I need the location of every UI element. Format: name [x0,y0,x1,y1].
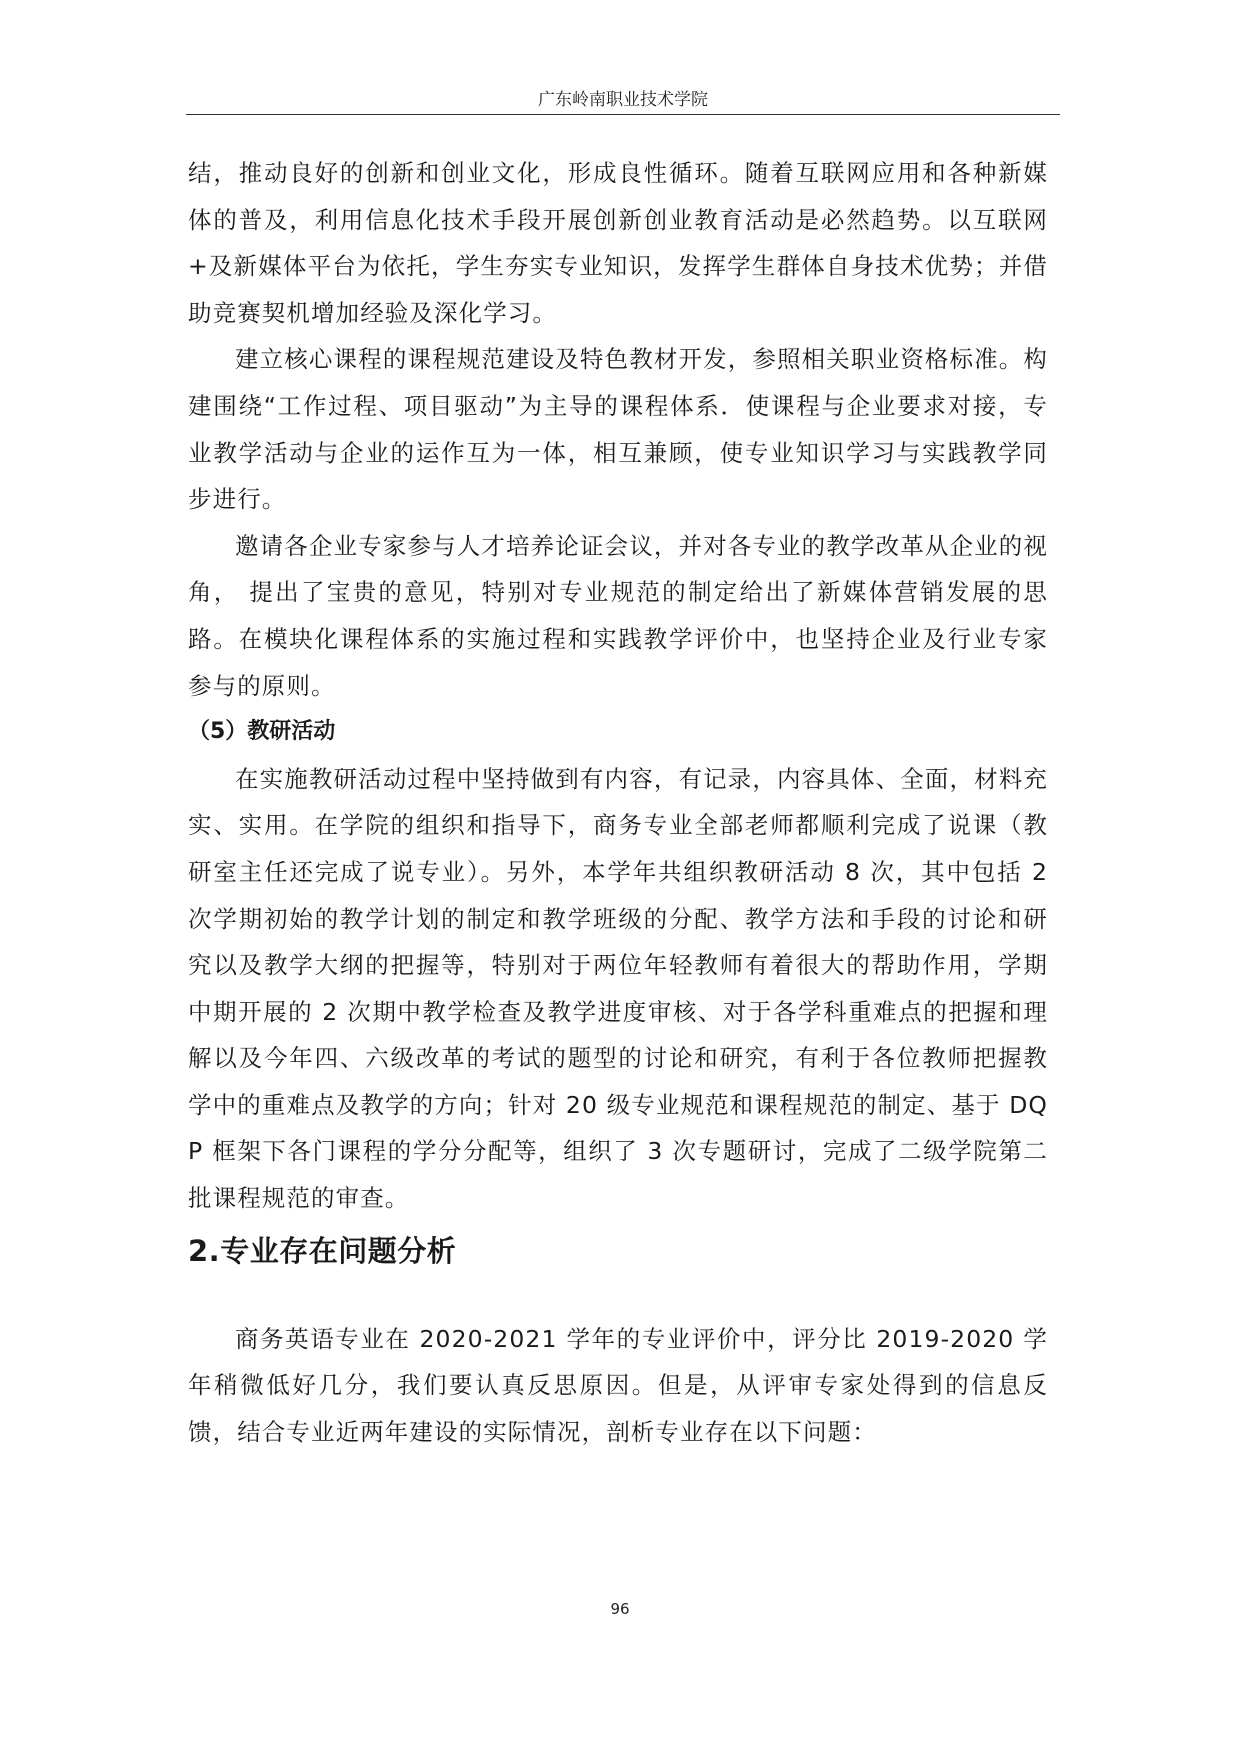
header-divider [186,114,1060,115]
paragraph-core-courses: 建立核心课程的课程规范建设及特色教材开发，参照相关职业资格标准。构建围绕“工作过程、项目驱动”为主导的课程体系．使课程与企业要求对接，专业教学活动与企业的运作互为一体，相互兼顾，使专业知识学习与实践教学同步进行。 [188,345,1048,514]
running-header: 广东岭南职业技术学院 [538,90,708,110]
section-heading-problem-analysis: 2.专业存在问题分析 [188,1233,457,1268]
page-body [188,150,1048,1455]
page-number: 96 [610,1600,630,1618]
paragraph-continuation: 结，推动良好的创新和创业文化，形成良性循环。随着互联网应用和各种新媒体的普及，利用信息化技术手段开展创新创业教育活动是必然趋势。以互联网+及新媒体平台为依托，学生夯实专业知识，发挥学生群体自身技术优势；并借助竞赛契机增加经验及深化学习。 [188,159,1048,327]
subheading-teaching-research: （5）教研活动 [188,719,336,745]
paragraph-problem-analysis: 商务英语专业在 2020-2021 学年的专业评价中，评分比 2019-2020 学年稍微低好几分，我们要认真反思原因。但是，从评审专家处得到的信息反馈，结合专业近两年建设的实际情况，剖析专业存在以下问题： [188,1324,1048,1446]
paragraph-enterprise-experts: 邀请各企业专家参与人才培养论证会议，并对各专业的教学改革从企业的视角， 提出了宝贵的意见，特别对专业规范的制定给出了新媒体营销发展的思路。在模块化课程体系的实施过程和实践教学评价中，也坚持企业及行业专家参与的原则。 [188,531,1048,700]
paragraph-teaching-research: 在实施教研活动过程中坚持做到有内容，有记录，内容具体、全面，材料充实、实用。在学院的组织和指导下，商务专业全部老师都顺利完成了说课（教研室主任还完成了说专业）。另外，本学年共组织教研活动 8 次，其中包括 2 次学期初始的教学计划的制定和教学班级的分配、教学方法和手段的讨论和研究以及教学大纲的把握等，特别对于两位年轻教师有着很大的帮助作用，学期中期开展的 2 次期中教学检查及教学进度审核、对于各学科重难点的把握和理解以及今年四、六级改革的考试的题型的讨论和研究，有利于各位教师把握教学中的重难点及教学的方向；针对 20 级专业规范和课程规范的制定、基于 DQP 框架下各门课程的学分分配等，组织了 3 次专题研讨，完成了二级学院第二批课程规范的审查。 [188,764,1048,1213]
